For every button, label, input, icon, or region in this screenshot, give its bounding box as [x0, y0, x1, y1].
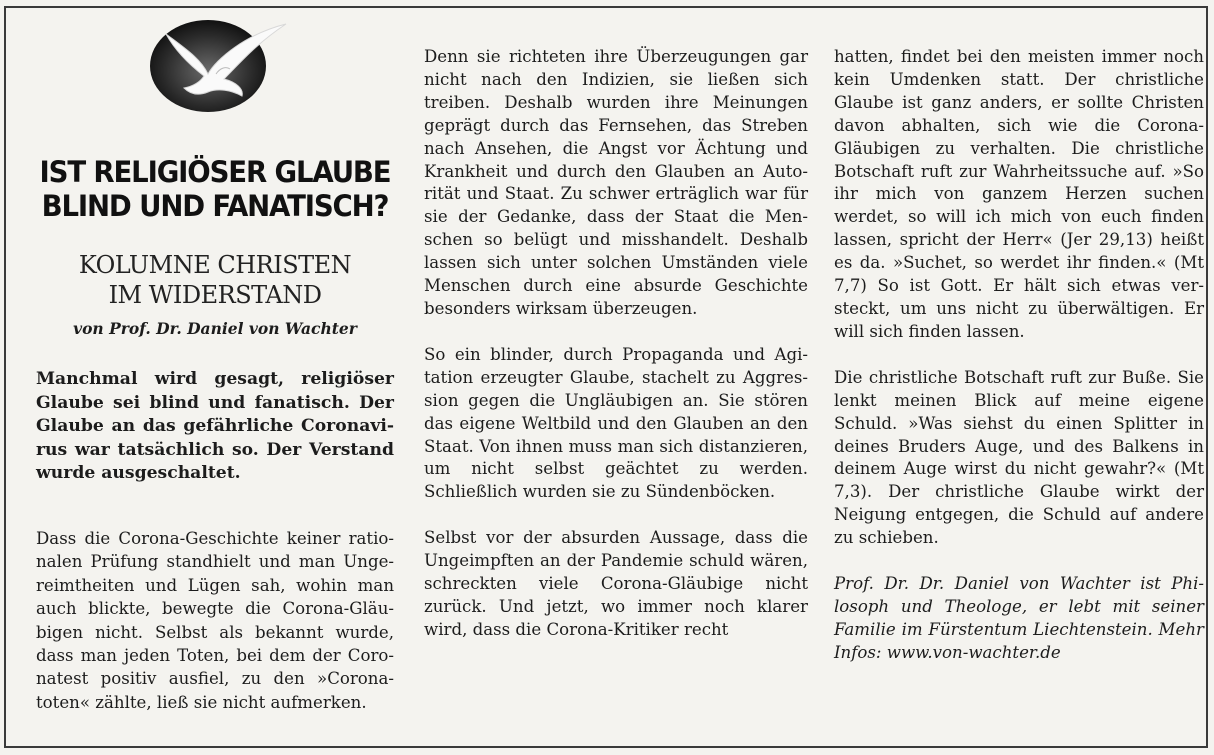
subheadline [36, 250, 394, 310]
author-bio: Prof. Dr. Dr. Daniel von Wachter ist Philosoph und Theologe, er lebt mit seiner Familie im Fürstentum Liechtenstein. Mehr Infos: www.von-wachter.de [834, 574, 1204, 662]
subheadline-line-1: KOLUMNE CHRISTEN [78, 251, 352, 279]
dove-icon [146, 4, 296, 114]
headline: IST RELIGIÖSER GLAUBE BLIND UND FANATISCH? [39, 155, 391, 223]
lead-paragraph: Manchmal wird gesagt, religiöser Glaube sei blind und fanatisch. Der Glaube an das gefährliche Coronavirus war tatsächlich so. Der Verstand wurde ausgeschaltet. [36, 369, 394, 483]
byline: von Prof. Dr. Daniel von Wachter [73, 319, 357, 338]
body-paragraph-2: Denn sie richteten ihre Überzeugungen gar nicht nach den Indizien, sie ließen sich treiben. Deshalb wurden ihre Meinungen geprägt durch das Fernsehen, das Streben nach Ansehen, die Angst vor Ächtung und Krankheit und durch den Glauben an Autorität und Staat. Zu schwer erträglich war für sie der Gedanke, dass der Staat die Menschen so belügt und misshandelt. Deshalb lassen sich unter solchen Umständen viele Menschen durch eine absurde Geschichte besonders wirksam überzeugen. [424, 47, 808, 318]
body-paragraph-5: hatten, findet bei den meisten immer noch kein Umdenken statt. Der christliche Glaube ist ganz anders, er sollte Christen davon abhalten, sich wie die Corona-Gläubigen zu verhalten. Die christliche Botschaft ruft zur Wahrheitssuche auf. »So ihr mich von ganzem Herzen suchen werdet, so will ich mich von euch finden lassen, spricht der Herr« (Jer 29,13) heißt es da. »Suchet, so werdet ihr finden.« (Mt 7,7) So ist Gott. Er hält sich etwas versteckt, um uns nicht zu überwältigen. Er will sich finden lassen. [834, 47, 1204, 341]
subheadline-line-2: IM WIDERSTAND [108, 281, 322, 309]
article-column-2 [424, 46, 808, 746]
body-paragraph-4: Selbst vor der absurden Aussage, dass die Ungeimpften an der Pandemie schuld wären, schreckten viele Corona-Gläubige nicht zurück. Und jetzt, wo immer noch klarer wird, dass die Corona-Kritiker recht [424, 528, 808, 639]
body-paragraph-6: Die christliche Botschaft ruft zur Buße. Sie lenkt meinen Blick auf meine eigene Schuld. »Was siehst du einen Splitter in deines Bruders Auge, und des Balkens in deinem Auge wirst du nicht gewahr?« (Mt 7,3). Der christliche Glaube wirkt der Neigung entgegen, die Schuld auf andere zu schieben. [834, 367, 1204, 548]
article-column-3 [834, 46, 1204, 746]
body-paragraph-3: So ein blinder, durch Propaganda und Agitation erzeugter Glaube, stachelt zu Aggression gegen die Ungläubigen an. Sie stören das eigene Weltbild und den Glauben an den Staat. Von ihnen muss man sich distanzieren, um nicht selbst geächtet zu werden. Schließlich wurden sie zu Sündenböcken. [424, 344, 808, 502]
article-frame [4, 6, 1208, 748]
body-paragraph-1: Dass die Corona-Geschichte keiner rationalen Prüfung standhielt und man Ungereimtheiten und Lügen sah, wohin man auch blickte, bewegte die Corona-Gläubigen nicht. Selbst als bekannt wurde, dass man jeden Toten, bei dem der Coronatest positiv ausfiel, zu den »Coronatoten« zählte, ließ sie nicht aufmerken. [36, 529, 394, 712]
